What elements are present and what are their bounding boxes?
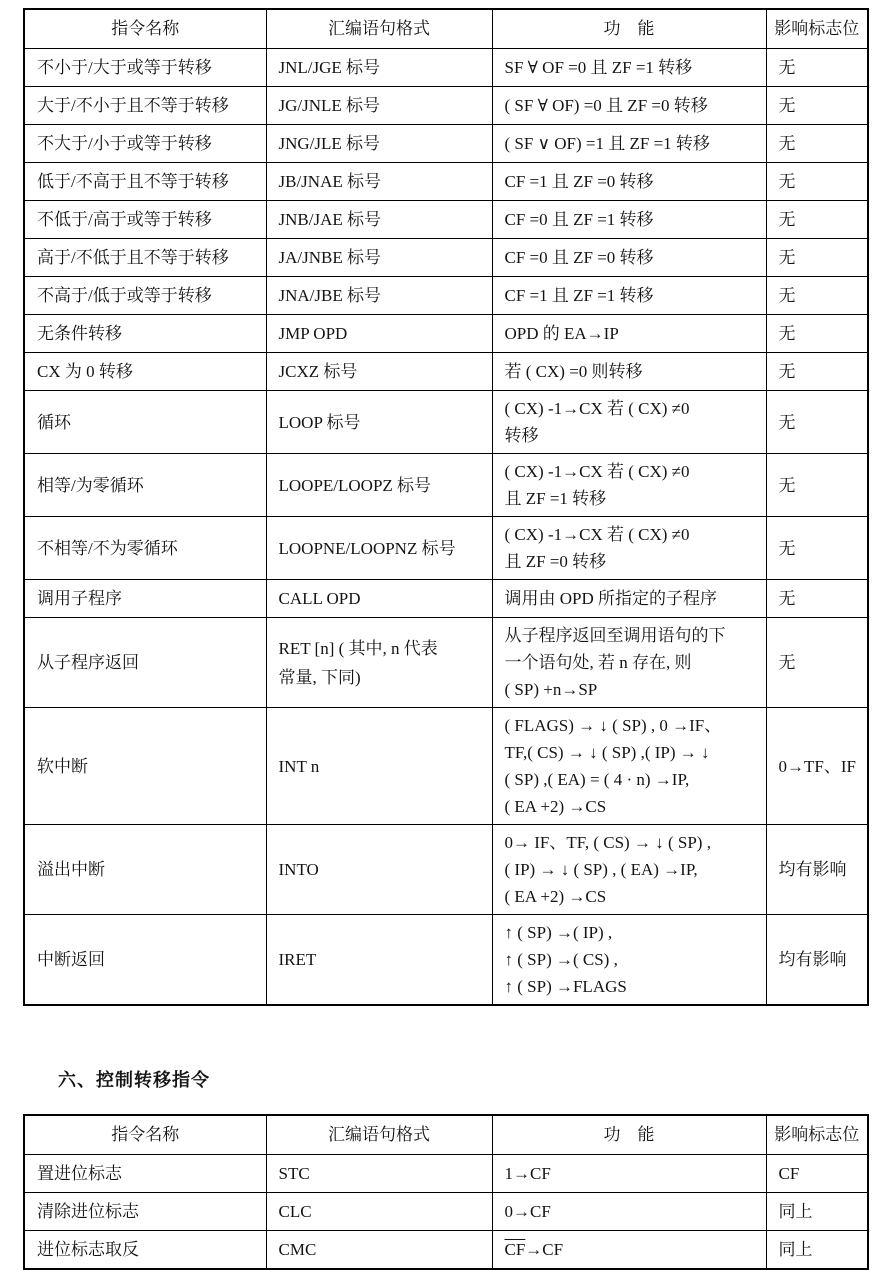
jump-cell-instruction-name: 不大于/小于或等于转移 xyxy=(24,125,266,163)
jump-cell-function: ( SF ∀ OF) =0 且 ZF =0 转移 xyxy=(492,87,766,125)
jump-cell-assembly-format: JNB/JAE 标号 xyxy=(266,201,492,239)
jump-row xyxy=(24,454,868,517)
flag-row xyxy=(24,1231,868,1270)
flag-table-head xyxy=(24,1115,868,1155)
jump-cell-assembly-format: JA/JNBE 标号 xyxy=(266,239,492,277)
flag-cell-instruction-name: 清除进位标志 xyxy=(24,1193,266,1231)
section-heading: 六、控制转移指令 xyxy=(58,1070,210,1090)
jump-row xyxy=(24,517,868,580)
flag-header-instruction-name: 指令名称 xyxy=(24,1115,266,1155)
jump-row xyxy=(24,315,868,353)
flag-cell-assembly-format: CLC xyxy=(266,1193,492,1231)
jump-cell-assembly-format: LOOP 标号 xyxy=(266,391,492,454)
jump-cell-function: 0→ IF、TF, ( CS) → ↓ ( SP) , ( IP) → ↓ ( SP) , ( EA) →IP, ( EA +2) →CS xyxy=(492,825,766,915)
jump-cell-instruction-name: 软中断 xyxy=(24,708,266,825)
jump-header-instruction-name: 指令名称 xyxy=(24,9,266,49)
jump-cell-assembly-format: LOOPNE/LOOPNZ 标号 xyxy=(266,517,492,580)
flag-cell-affected-flags: CF xyxy=(766,1155,868,1193)
jump-cell-affected-flags: 无 xyxy=(766,391,868,454)
flag-table-body xyxy=(24,1155,868,1270)
jump-cell-instruction-name: 无条件转移 xyxy=(24,315,266,353)
jump-cell-instruction-name: 不高于/低于或等于转移 xyxy=(24,277,266,315)
jump-cell-instruction-name: 相等/为零循环 xyxy=(24,454,266,517)
flag-cell-assembly-format: STC xyxy=(266,1155,492,1193)
jump-cell-assembly-format: JB/JNAE 标号 xyxy=(266,163,492,201)
flag-cell-function: 0→CF xyxy=(492,1193,766,1231)
jump-cell-assembly-format: JCXZ 标号 xyxy=(266,353,492,391)
jump-cell-instruction-name: CX 为 0 转移 xyxy=(24,353,266,391)
flag-cell-function: 1→CF xyxy=(492,1155,766,1193)
document-page xyxy=(0,8,877,1259)
jump-cell-function: ↑ ( SP) →( IP) , ↑ ( SP) →( CS) , ↑ ( SP) →FLAGS xyxy=(492,915,766,1006)
flag-cell-assembly-format: CMC xyxy=(266,1231,492,1270)
jump-row xyxy=(24,49,868,87)
overline-text: $\overline{CF}$ xyxy=(504,1240,526,1259)
flag-header-assembly-format: 汇编语句格式 xyxy=(266,1115,492,1155)
plain-text: →CF xyxy=(525,1240,564,1259)
jump-cell-instruction-name: 低于/不高于且不等于转移 xyxy=(24,163,266,201)
flag-cell-instruction-name: 置进位标志 xyxy=(24,1155,266,1193)
jump-cell-assembly-format: IRET xyxy=(266,915,492,1006)
jump-cell-assembly-format: JNG/JLE 标号 xyxy=(266,125,492,163)
jump-cell-affected-flags: 无 xyxy=(766,201,868,239)
jump-cell-function: SF ∀ OF =0 且 ZF =1 转移 xyxy=(492,49,766,87)
jump-cell-instruction-name: 不小于/大于或等于转移 xyxy=(24,49,266,87)
jump-cell-assembly-format: JG/JNLE 标号 xyxy=(266,87,492,125)
jump-cell-function: CF =1 且 ZF =0 转移 xyxy=(492,163,766,201)
jump-cell-affected-flags: 无 xyxy=(766,239,868,277)
jump-table-body xyxy=(24,49,868,1006)
jump-cell-affected-flags: 无 xyxy=(766,618,868,708)
jump-cell-function: ( CX) -1→CX 若 ( CX) ≠0 且 ZF =0 转移 xyxy=(492,517,766,580)
jump-cell-instruction-name: 调用子程序 xyxy=(24,580,266,618)
flag-header-affected-flags: 影响标志位 xyxy=(766,1115,868,1155)
jump-cell-assembly-format: CALL OPD xyxy=(266,580,492,618)
jump-row xyxy=(24,915,868,1006)
jump-cell-affected-flags: 无 xyxy=(766,454,868,517)
jump-cell-assembly-format: LOOPE/LOOPZ 标号 xyxy=(266,454,492,517)
jump-cell-assembly-format: INT n xyxy=(266,708,492,825)
flag-cell-affected-flags: 同上 xyxy=(766,1231,868,1270)
jump-table-head xyxy=(24,9,868,49)
jump-header-assembly-format: 汇编语句格式 xyxy=(266,9,492,49)
jump-cell-affected-flags: 无 xyxy=(766,277,868,315)
jump-cell-affected-flags: 无 xyxy=(766,163,868,201)
jump-cell-function: 从子程序返回至调用语句的下 一个语句处, 若 n 存在, 则 ( SP) +n→SP xyxy=(492,618,766,708)
jump-cell-function: ( CX) -1→CX 若 ( CX) ≠0 且 ZF =1 转移 xyxy=(492,454,766,517)
jump-cell-function: CF =1 且 ZF =1 转移 xyxy=(492,277,766,315)
flag-header-function: 功 能 xyxy=(492,1115,766,1155)
jump-cell-affected-flags: 无 xyxy=(766,125,868,163)
jump-cell-function: ( FLAGS) → ↓ ( SP) , 0 →IF、 TF,( CS) → ↓ ( SP) ,( IP) → ↓ ( SP) ,( EA) = ( 4 · n) →IP, ( EA +2) →CS xyxy=(492,708,766,825)
jump-row xyxy=(24,277,868,315)
jump-cell-instruction-name: 循环 xyxy=(24,391,266,454)
jump-row xyxy=(24,825,868,915)
jump-cell-function: ( CX) -1→CX 若 ( CX) ≠0 转移 xyxy=(492,391,766,454)
jump-cell-instruction-name: 高于/不低于且不等于转移 xyxy=(24,239,266,277)
jump-header-affected-flags: 影响标志位 xyxy=(766,9,868,49)
jump-row xyxy=(24,391,868,454)
jump-cell-function: CF =0 且 ZF =0 转移 xyxy=(492,239,766,277)
jump-header-function: 功 能 xyxy=(492,9,766,49)
jump-cell-affected-flags: 无 xyxy=(766,353,868,391)
jump-cell-assembly-format: JNA/JBE 标号 xyxy=(266,277,492,315)
jump-cell-affected-flags: 无 xyxy=(766,87,868,125)
flag-row xyxy=(24,1193,868,1231)
jump-cell-function: 若 ( CX) =0 则转移 xyxy=(492,353,766,391)
jump-row xyxy=(24,87,868,125)
flag-cell-affected-flags: 同上 xyxy=(766,1193,868,1231)
jump-cell-function: OPD 的 EA→IP xyxy=(492,315,766,353)
jump-row xyxy=(24,708,868,825)
jump-cell-affected-flags: 均有影响 xyxy=(766,825,868,915)
jump-instructions-table xyxy=(23,8,869,1006)
jump-cell-instruction-name: 溢出中断 xyxy=(24,825,266,915)
jump-cell-function: 调用由 OPD 所指定的子程序 xyxy=(492,580,766,618)
flag-header-row xyxy=(24,1115,868,1155)
jump-row xyxy=(24,618,868,708)
jump-row xyxy=(24,201,868,239)
flag-cell-instruction-name: 进位标志取反 xyxy=(24,1231,266,1270)
jump-row xyxy=(24,239,868,277)
flag-instructions-table xyxy=(23,1114,869,1270)
jump-cell-instruction-name: 不低于/高于或等于转移 xyxy=(24,201,266,239)
jump-row xyxy=(24,125,868,163)
jump-cell-affected-flags: 无 xyxy=(766,580,868,618)
jump-cell-instruction-name: 中断返回 xyxy=(24,915,266,1006)
jump-cell-affected-flags: 0→TF、IF xyxy=(766,708,868,825)
jump-cell-function: CF =0 且 ZF =1 转移 xyxy=(492,201,766,239)
jump-cell-instruction-name: 从子程序返回 xyxy=(24,618,266,708)
jump-cell-instruction-name: 大于/不小于且不等于转移 xyxy=(24,87,266,125)
jump-cell-assembly-format: INTO xyxy=(266,825,492,915)
jump-cell-affected-flags: 无 xyxy=(766,517,868,580)
jump-row xyxy=(24,580,868,618)
jump-cell-assembly-format: JNL/JGE 标号 xyxy=(266,49,492,87)
jump-row xyxy=(24,163,868,201)
jump-row xyxy=(24,353,868,391)
flag-row xyxy=(24,1155,868,1193)
flag-cell-function xyxy=(492,1231,766,1270)
jump-cell-function: ( SF ∨ OF) =1 且 ZF =1 转移 xyxy=(492,125,766,163)
jump-cell-assembly-format: JMP OPD xyxy=(266,315,492,353)
jump-cell-affected-flags: 均有影响 xyxy=(766,915,868,1006)
jump-cell-assembly-format: RET [n] ( 其中, n 代表 常量, 下同) xyxy=(266,618,492,708)
jump-cell-affected-flags: 无 xyxy=(766,49,868,87)
jump-cell-instruction-name: 不相等/不为零循环 xyxy=(24,517,266,580)
jump-header-row xyxy=(24,9,868,49)
jump-cell-affected-flags: 无 xyxy=(766,315,868,353)
